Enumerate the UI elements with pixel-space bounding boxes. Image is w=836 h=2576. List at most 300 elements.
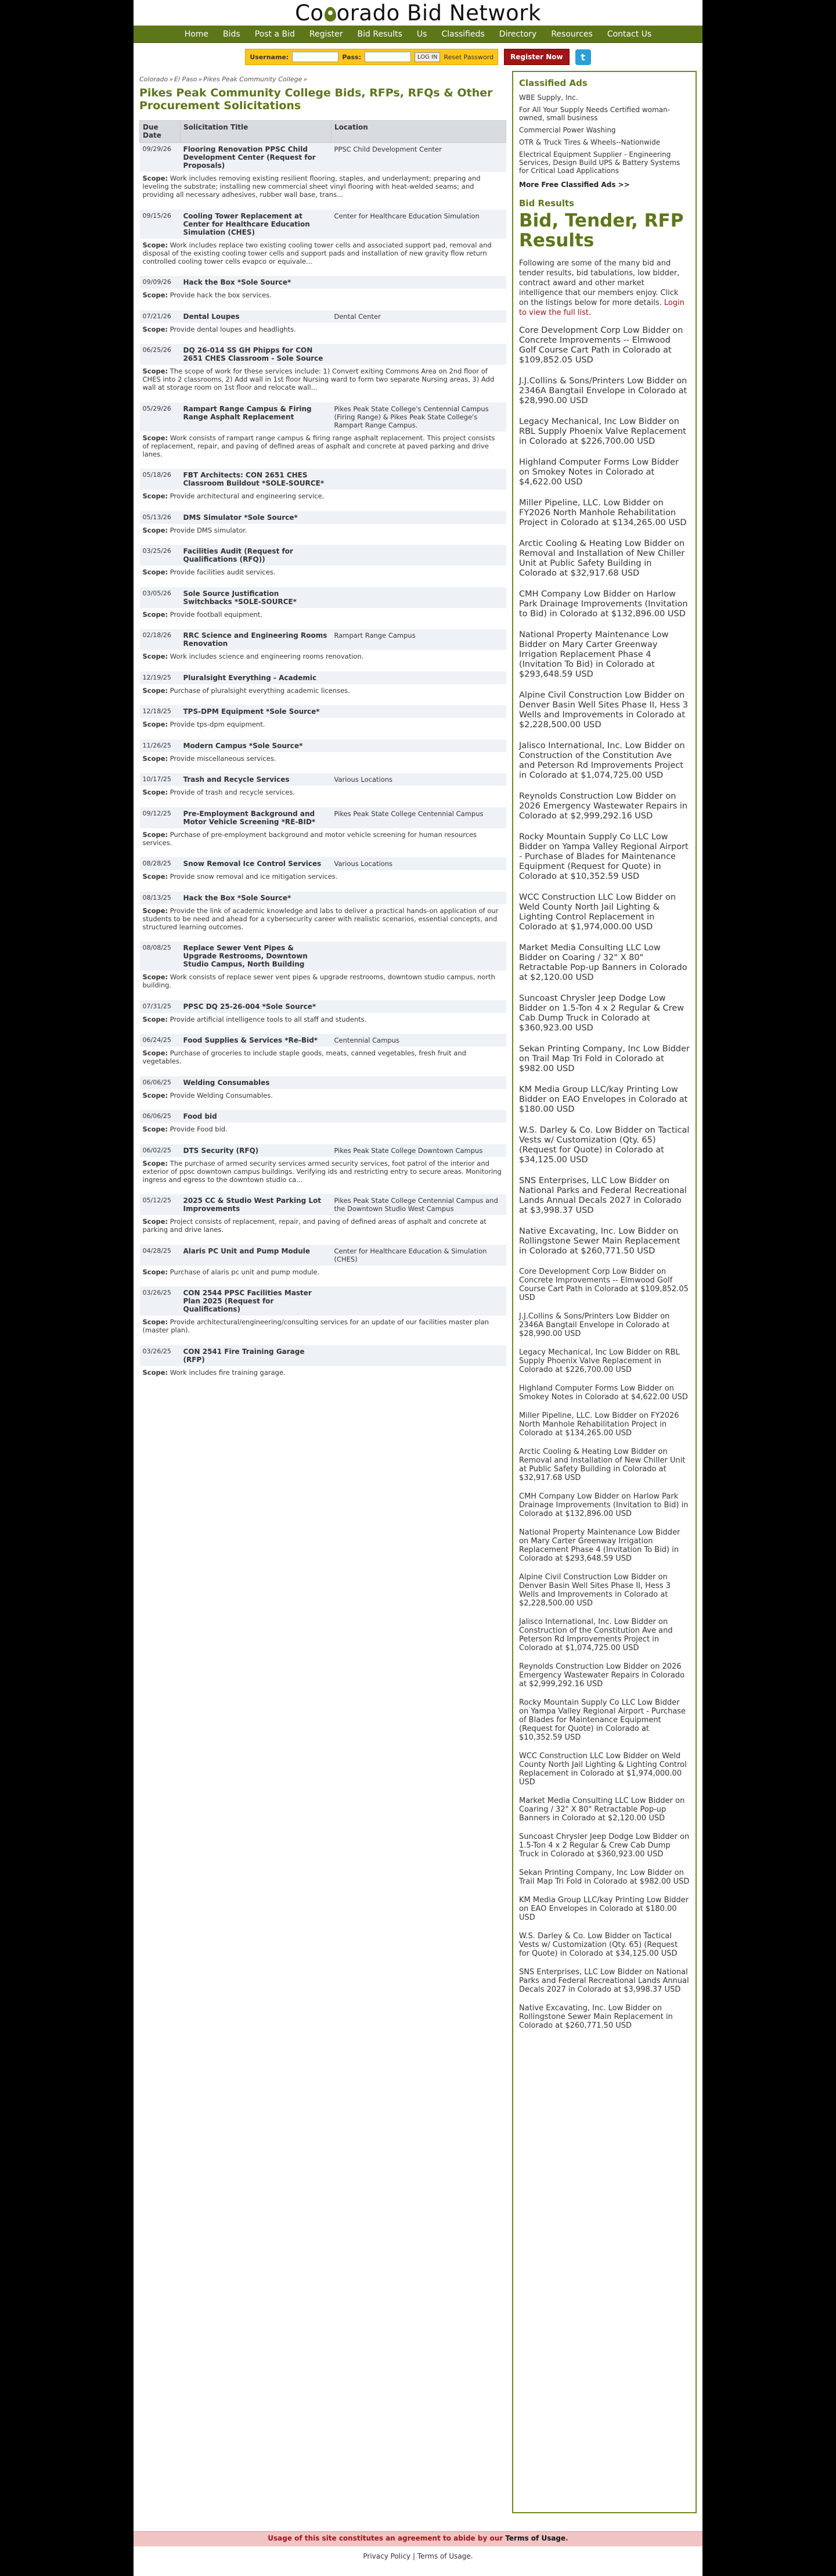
due-date: 08/08/25: [140, 942, 181, 971]
scope-text: Provide DMS simulator.: [170, 526, 247, 534]
map-pin-icon: [325, 7, 336, 21]
bid-result-link[interactable]: Highland Computer Forms Low Bidder on Smokey Notes in Colorado at $4,622.00 USD: [519, 458, 679, 487]
scope-row: [140, 870, 506, 885]
scope-label: Scope:: [142, 720, 168, 728]
table-row[interactable]: [140, 1194, 506, 1216]
solicitations-table: [139, 120, 506, 1387]
scope-text: The scope of work for these services include: 1) Convert exiting Commons Area on 2nd floor of CHES into 2 classrooms, 2) Add wall in 1st floor Nursing ward to form two separate Nursing areas, 3) Add wall at storage room on 1st floor and relocate wall...: [142, 367, 495, 391]
scope-label: Scope:: [142, 1049, 168, 1057]
table-row[interactable]: [140, 807, 506, 828]
scope-label: Scope:: [142, 1217, 168, 1226]
nav-item[interactable]: Bids: [223, 29, 240, 39]
due-date: 09/29/26: [140, 143, 181, 173]
solicitation-location: [331, 587, 506, 608]
scope-label: Scope:: [142, 1159, 168, 1167]
scope-row: [140, 566, 506, 581]
scope-row: [140, 432, 506, 463]
scope-label: Scope:: [142, 433, 168, 442]
due-date: 06/25/26: [140, 344, 181, 365]
scope-cell: [140, 524, 506, 539]
classified-ads-heading: Classified Ads: [519, 78, 588, 88]
solicitation-location: [331, 1287, 506, 1316]
bid-result-link-compact[interactable]: J.J.Collins & Sons/Printers Low Bidder on 2346A Bangtail Envelope in Colorado at $28,990.00 USD: [519, 1312, 670, 1338]
scope-label: Scope:: [142, 291, 168, 299]
classified-ad-link[interactable]: Electrical Equipment Supplier - Engineering Services, Design Build UPS & Battery Systems for Critical Load Applications: [519, 150, 680, 175]
row-spacer: [140, 304, 506, 310]
solicitation-location: [331, 545, 506, 566]
scope-cell: [140, 684, 506, 699]
table-row[interactable]: [140, 402, 506, 432]
bid-result-link-compact[interactable]: Alpine Civil Construction Low Bidder on Denver Basin Well Sites Phase II, Hess 3 Wells and Improvements in Colorado at $2,228,500.00 USD: [519, 1573, 671, 1608]
solicitation-location: Center for Healthcare Education & Simulation (CHES): [331, 1244, 506, 1266]
page-wrapper: [134, 0, 702, 2576]
row-spacer: [140, 1104, 506, 1110]
table-row[interactable]: [140, 705, 506, 718]
row-spacer: [140, 767, 506, 773]
solicitation-title-link[interactable]: 2025 CC & Studio West Parking Lot Improvements: [181, 1194, 331, 1216]
twitter-icon[interactable]: t: [575, 49, 591, 65]
scope-cell: [140, 971, 506, 994]
bid-result-link[interactable]: Native Excavating, Inc. Low Bidder on Rollingstone Sewer Main Replacement in Colorado at $260,771.50 USD: [519, 1227, 680, 1256]
scope-label: Scope:: [142, 610, 168, 619]
solicitation-title-link[interactable]: Food Supplies & Services *Re-Bid*: [181, 1034, 331, 1047]
table-row[interactable]: [140, 891, 506, 904]
due-date: 09/12/25: [140, 807, 181, 828]
scope-cell: [140, 904, 506, 936]
bid-result-link-compact[interactable]: Jalisco International, Inc. Low Bidder on Construction of the Constitution Ave and Peterson Rd Improvements Project in Colorado at $1,074,725.00 USD: [519, 1618, 673, 1652]
table-header-row: [140, 121, 506, 143]
solicitation-location: [331, 511, 506, 524]
due-date: 03/26/25: [140, 1287, 181, 1316]
login-form: [245, 49, 498, 65]
due-date: 06/24/25: [140, 1034, 181, 1047]
due-date: 05/13/26: [140, 511, 181, 524]
scope-text: Provide architectural/engineering/consulting services for an update of our facilities master plan (master plan).: [142, 1318, 489, 1334]
bid-result-link-compact[interactable]: Rocky Mountain Supply Co LLC Low Bidder on Yampa Valley Regional Airport - Purchase of Blades for Maintenance Equipment (Request for Quote) in Colorado at $10,352.59 USD: [519, 1698, 686, 1742]
row-spacer: [140, 623, 506, 629]
scope-label: Scope:: [142, 1318, 168, 1326]
nav-item[interactable]: Resources: [551, 29, 593, 39]
bid-result-link[interactable]: Sekan Printing Company, Inc Low Bidder on Trail Map Tri Fold in Colorado at $982.00 USD: [519, 1044, 690, 1073]
scope-cell: [140, 365, 506, 396]
password-input[interactable]: [365, 52, 411, 62]
solicitation-title-link[interactable]: Flooring Renovation PPSC Child Development Center (Request for Proposals): [181, 143, 331, 173]
table-row[interactable]: [140, 310, 506, 323]
bid-results-heading: Bid Results: [519, 198, 575, 209]
table-row[interactable]: [140, 1000, 506, 1013]
solicitation-title-link[interactable]: DMS Simulator *Sole Source*: [181, 511, 331, 524]
solicitation-title-link[interactable]: Dental Loupes: [181, 310, 331, 323]
solicitation-title-link[interactable]: Snow Removal Ice Control Services: [181, 857, 331, 871]
solicitation-title-link[interactable]: PPSC DQ 25-26-004 *Sole Source*: [181, 1000, 331, 1013]
row-spacer: [140, 539, 506, 545]
solicitation-title-link[interactable]: TPS-DPM Equipment *Sole Source*: [181, 705, 331, 718]
scope-text: Provide architectural and engineering service.: [170, 492, 325, 500]
solicitation-title-link[interactable]: Replace Sewer Vent Pipes & Upgrade Restrooms, Downtown Studio Campus, North Building: [181, 942, 331, 971]
solicitation-location: PPSC Child Development Center: [331, 143, 506, 173]
login-bar: [134, 45, 702, 69]
due-date: 05/18/26: [140, 469, 181, 490]
scope-row: [140, 524, 506, 539]
due-date: 11/26/25: [140, 739, 181, 752]
scope-text: Provide miscellaneous services.: [170, 754, 276, 763]
breadcrumb-separator: »: [303, 76, 308, 83]
scope-text: Provide dental loupes and headlights.: [170, 325, 296, 333]
row-spacer: [140, 994, 506, 1000]
table-row[interactable]: [140, 511, 506, 524]
scope-text: Work consists of replace sewer vent pipes & upgrade restrooms, downtown studio campus, north building.: [142, 973, 495, 989]
scope-text: Provide snow removal and ice mitigation services.: [170, 872, 338, 881]
nav-item[interactable]: Contact Us: [607, 29, 652, 39]
solicitation-title-link[interactable]: Welding Consumables: [181, 1076, 331, 1089]
solicitation-location: Pikes Peak State College Centennial Campus and the Downtown Studio West Campus: [331, 1194, 506, 1216]
login-to-view-link[interactable]: Login to view the full list.: [519, 299, 684, 317]
classified-ad-link[interactable]: For All Your Supply Needs Certified woman-owned, small business: [519, 106, 671, 122]
solicitation-location: [331, 1345, 506, 1366]
bid-result-link-compact[interactable]: Suncoast Chrysler Jeep Dodge Low Bidder on 1.5-Ton 4 x 2 Regular & Crew Cab Dump Truck in Colorado at $360,923.00 USD: [519, 1833, 690, 1859]
table-row[interactable]: [140, 1287, 506, 1316]
main-content: [138, 76, 507, 1387]
bid-result-link-compact[interactable]: National Property Maintenance Low Bidder on Mary Carter Greenway Irrigation Replacement Phase 4 (Invitation To Bid) in Colorado at $293,648.59 USD: [519, 1528, 680, 1563]
scope-label: Scope:: [142, 652, 168, 660]
table-row[interactable]: [140, 1076, 506, 1089]
solicitation-title-link[interactable]: Pluralsight Everything - Academic: [181, 671, 331, 684]
scope-text: Work consists of rampart range campus & firing range asphalt replacement. This project consists of replacement, repair, and paving of defined areas of asphalt and concrete at paved parking and drive lanes.: [142, 433, 495, 458]
header-location[interactable]: Location: [331, 121, 506, 143]
scope-cell: [140, 752, 506, 767]
intro-text: Following are some of the many bid and tender results, bid tabulations, low bidder, contract award and other market intelligence that our members enjoy. Click on the listings below for more details.: [519, 259, 680, 307]
more-classified-ads-link[interactable]: More Free Classified Ads >>: [519, 181, 630, 189]
table-row[interactable]: [140, 1034, 506, 1047]
scope-row: [140, 1316, 506, 1339]
scope-label: Scope:: [142, 240, 168, 249]
table-row[interactable]: [140, 739, 506, 752]
solicitation-location: [331, 739, 506, 752]
login-button[interactable]: LOG IN: [415, 52, 440, 62]
row-spacer: [140, 1238, 506, 1244]
solicitation-location: Dental Center: [331, 310, 506, 323]
bid-result-link-compact[interactable]: Market Media Consulting LLC Low Bidder on Coaring / 32" X 80" Retractable Pop-up Banners in Colorado at $2,120.00 USD: [519, 1797, 685, 1823]
table-row[interactable]: [140, 344, 506, 365]
row-spacer: [140, 801, 506, 807]
row-spacer: [140, 505, 506, 511]
solicitation-title-link[interactable]: DQ 26-014 SS GH Phipps for CON 2651 CHES Classroom - Sole Source: [181, 344, 331, 365]
due-date: 09/15/26: [140, 209, 181, 239]
solicitation-title-link[interactable]: Modern Campus *Sole Source*: [181, 739, 331, 752]
scope-label: Scope:: [142, 367, 168, 375]
solicitation-title-link[interactable]: CON 2541 Fire Training Garage (RFP): [181, 1345, 331, 1366]
scope-text: Purchase of groceries to include staple goods, meats, canned vegetables, fresh fruit and vegetables.: [142, 1049, 466, 1065]
table-row[interactable]: [140, 671, 506, 684]
bid-result-link-compact[interactable]: W.S. Darley & Co. Low Bidder on Tactical Vests w/ Customization (Qty. 65) (Request for Quote) in Colorado at $34,125.00 USD: [519, 1932, 678, 1958]
solicitation-location: [331, 942, 506, 971]
solicitation-location: [331, 1000, 506, 1013]
due-date: 10/17/25: [140, 773, 181, 786]
solicitation-title-link[interactable]: Alaris PC Unit and Pump Module: [181, 1244, 331, 1266]
solicitation-location: Centennial Campus: [331, 1034, 506, 1047]
username-input[interactable]: [292, 52, 338, 62]
due-date: 07/31/25: [140, 1000, 181, 1013]
nav-item[interactable]: Post a Bid: [254, 29, 295, 39]
scope-row: [140, 684, 506, 699]
due-date: 12/19/25: [140, 671, 181, 684]
scope-text: Work includes removing existing resilient flooring, staples, and underlayment; preparing and leveling the substrate; installing new commercial sheet vinyl flooring with heat-welded seams; and providing all necessary adhesives, rubber wall base, trans...: [142, 174, 481, 199]
scope-label: Scope:: [142, 788, 168, 796]
due-date: 12/18/25: [140, 705, 181, 718]
scope-cell: [140, 650, 506, 665]
scope-text: Purchase of pluralsight everything academic licenses.: [170, 686, 350, 695]
bid-result-link[interactable]: Jalisco International, Inc. Low Bidder on Construction of the Constitution Ave and Peterson Rd Improvements Project in Colorado at $1,074,725.00 USD: [519, 741, 685, 780]
footer-separator: |: [412, 2552, 416, 2560]
scope-text: Provide Welding Consumables.: [170, 1091, 273, 1100]
scope-row: [140, 1089, 506, 1104]
breadcrumb-item[interactable]: Pikes Peak Community College: [203, 76, 302, 83]
scope-label: Scope:: [142, 325, 168, 333]
nav-item[interactable]: Classifieds: [441, 29, 485, 39]
scope-label: Scope:: [142, 830, 168, 839]
bid-result-link-compact[interactable]: WCC Construction LLC Low Bidder on Weld County North Jail Lighting & Lighting Control Replacement in Colorado at $1,974,000.00 USD: [519, 1752, 687, 1787]
row-spacer: [140, 270, 506, 276]
scope-text: Provide Food bid.: [170, 1125, 228, 1133]
scope-cell: [140, 239, 506, 270]
scope-text: The purchase of armed security services armed security services, foot patrol of the interior and exterior of ppsc downtown campus buildings. Verifying ids and restricting entry to secure areas. Monitoring ingress and egress to the downtown studio ca...: [142, 1159, 502, 1184]
solicitation-title-link[interactable]: FBT Architects: CON 2651 CHES Classroom Buildout *SOLE-SOURCE*: [181, 469, 331, 490]
footer: [134, 2531, 702, 2560]
terms-notice: [134, 2531, 702, 2546]
page-title: Pikes Peak Community College Bids, RFPs, RFQs & Other Procurement Solicitations: [139, 87, 493, 112]
bid-result-link[interactable]: KM Media Group LLC/kay Printing Low Bidder on EAO Envelopes in Colorado at $180.00 USD: [519, 1085, 688, 1114]
solicitation-title-link[interactable]: Pre-Employment Background and Motor Vehicle Screening *RE-BID*: [181, 807, 331, 828]
bid-result-link-compact[interactable]: Highland Computer Forms Low Bidder on Smokey Notes in Colorado at $4,622.00 USD: [519, 1384, 688, 1402]
bid-result-link-compact[interactable]: Sekan Printing Company, Inc Low Bidder on Trail Map Tri Fold in Colorado at $982.00 USD: [519, 1869, 690, 1886]
row-spacer: [140, 396, 506, 402]
scope-row: [140, 323, 506, 338]
table-row[interactable]: [140, 469, 506, 490]
solicitation-title-link[interactable]: Cooling Tower Replacement at Center for Healthcare Education Simulation (CHES): [181, 209, 331, 239]
due-date: 03/26/25: [140, 1345, 181, 1366]
row-spacer: [140, 852, 506, 857]
terms-notice-link[interactable]: Terms of Usage: [505, 2534, 566, 2542]
main-nav: [134, 26, 702, 43]
scope-cell: [140, 718, 506, 733]
breadcrumb-item[interactable]: Colorado: [139, 76, 168, 83]
bid-result-link[interactable]: W.S. Darley & Co. Low Bidder on Tactical Vests w/ Customization (Qty. 65) (Request for Quote) in Colorado at $34,125.00 USD: [519, 1126, 690, 1165]
bid-result-link-compact[interactable]: SNS Enterprises, LLC Low Bidder on National Parks and Federal Recreational Lands Annual Decals 2027 in Colorado at $3,998.37 USD: [519, 1968, 689, 1994]
solicitation-title-link[interactable]: Food bid: [181, 1110, 331, 1123]
due-date: 03/05/26: [140, 587, 181, 608]
scope-cell: [140, 172, 506, 203]
due-date: 03/25/26: [140, 545, 181, 566]
row-spacer: [140, 885, 506, 891]
row-spacer: [140, 463, 506, 469]
register-now-button[interactable]: Register Now: [504, 49, 570, 65]
scope-row: [140, 365, 506, 396]
solicitation-title-link[interactable]: Trash and Recycle Services: [181, 773, 331, 786]
scope-text: Work includes fire training garage.: [170, 1368, 286, 1377]
scope-cell: [140, 1266, 506, 1281]
bid-result-link[interactable]: J.J.Collins & Sons/Printers Low Bidder on 2346A Bangtail Envelope in Colorado at $28,990.00 USD: [519, 376, 687, 405]
scope-row: [140, 1047, 506, 1070]
row-spacer: [140, 1028, 506, 1034]
due-date: 06/06/25: [140, 1110, 181, 1123]
scope-text: Provide facilities audit services.: [170, 568, 276, 576]
solicitation-location: [331, 276, 506, 289]
scope-cell: [140, 1089, 506, 1104]
solicitation-location: [331, 469, 506, 490]
solicitation-location: [331, 891, 506, 904]
scope-label: Scope:: [142, 1015, 168, 1023]
solicitation-title-link[interactable]: Facilities Audit (Request for Qualifications (RFQ)): [181, 545, 331, 566]
scope-text: Provide football equipment.: [170, 610, 262, 619]
bid-result-link[interactable]: Arctic Cooling & Heating Low Bidder on Removal and Installation of New Chiller Unit at Public Safety Building in Colorado at $32,917.68 USD: [519, 539, 685, 578]
solicitation-location: Various Locations: [331, 773, 506, 786]
scope-label: Scope:: [142, 526, 168, 534]
bid-result-link[interactable]: Rocky Mountain Supply Co LLC Low Bidder on Yampa Valley Regional Airport - Purchase of Blades for Maintenance Equipment (Request for Quote) in Colorado at $10,352.59 USD: [519, 832, 689, 881]
bid-result-link[interactable]: WCC Construction LLC Low Bidder on Weld County North Jail Lighting & Lighting Control Replacement in Colorado at $1,974,000.00 USD: [519, 893, 676, 932]
row-spacer: [140, 1070, 506, 1076]
scope-cell: [140, 1215, 506, 1238]
bid-result-link[interactable]: Miller Pipeline, LLC. Low Bidder on FY2026 North Manhole Rehabilitation Project in Colorado at $134,265.00 USD: [519, 498, 687, 527]
bid-result-link[interactable]: CMH Company Low Bidder on Harlow Park Drainage Improvements (Invitation to Bid) in Colorado at $132,896.00 USD: [519, 590, 688, 619]
row-spacer: [140, 665, 506, 671]
row-spacer: [140, 1381, 506, 1387]
table-row[interactable]: [140, 143, 506, 173]
solicitation-location: [331, 344, 506, 365]
solicitation-title-link[interactable]: Rampart Range Campus & Firing Range Asphalt Replacement: [181, 402, 331, 432]
nav-item[interactable]: Bid Results: [357, 29, 402, 39]
bid-result-link[interactable]: Market Media Consulting LLC Low Bidder on Coaring / 32" X 80" Retractable Pop-up Banners in Colorado at $2,120.00 USD: [519, 943, 687, 982]
bid-result-link-compact[interactable]: Reynolds Construction Low Bidder on 2026 Emergency Wastewater Repairs in Colorado at $2,999,292.16 USD: [519, 1662, 685, 1688]
solicitation-title-link[interactable]: DTS Security (RFQ): [181, 1144, 331, 1157]
breadcrumb-separator: »: [169, 76, 173, 83]
table-row[interactable]: [140, 545, 506, 566]
scope-cell: [140, 1366, 506, 1381]
table-row[interactable]: [140, 1110, 506, 1123]
table-row[interactable]: [140, 857, 506, 871]
table-row[interactable]: [140, 942, 506, 971]
scope-cell: [140, 432, 506, 463]
nav-item[interactable]: Home: [184, 29, 209, 39]
due-date: 08/13/25: [140, 891, 181, 904]
row-spacer: [140, 581, 506, 587]
breadcrumb-separator: »: [198, 76, 203, 83]
scope-row: [140, 1123, 506, 1138]
scope-row: [140, 904, 506, 936]
table-row[interactable]: [140, 1144, 506, 1157]
bid-result-link-compact[interactable]: Miller Pipeline, LLC. Low Bidder on FY2026 North Manhole Rehabilitation Project in Colorado at $134,265.00 USD: [519, 1411, 679, 1438]
table-row[interactable]: [140, 276, 506, 289]
bid-result-link-compact[interactable]: Native Excavating, Inc. Low Bidder on Rollingstone Sewer Main Replacement in Colorado at $260,771.50 USD: [519, 2004, 673, 2030]
bid-result-link[interactable]: Suncoast Chrysler Jeep Dodge Low Bidder on 1.5-Ton 4 x 2 Regular & Crew Cab Dump Truck in Colorado at $360,923.00 USD: [519, 994, 684, 1033]
scope-row: [140, 239, 506, 270]
classified-ad-link[interactable]: Commercial Power Washing: [519, 126, 616, 134]
scope-row: [140, 1013, 506, 1028]
bid-result-link-compact[interactable]: Legacy Mechanical, Inc Low Bidder on RBL Supply Phoenix Valve Replacement in Colorado at $226,700.00 USD: [519, 1348, 680, 1374]
scope-row: [140, 608, 506, 623]
scope-cell: [140, 490, 506, 505]
scope-label: Scope:: [142, 492, 168, 500]
nav-item[interactable]: Directory: [499, 29, 537, 39]
due-date: 06/02/25: [140, 1144, 181, 1157]
bid-result-link[interactable]: Reynolds Construction Low Bidder on 2026 Emergency Wastewater Repairs in Colorado at $2,999,292.16 USD: [519, 792, 688, 821]
scope-cell: [140, 1157, 506, 1188]
solicitation-location: [331, 705, 506, 718]
header-title[interactable]: Solicitation Title: [181, 121, 331, 143]
classified-ad-link[interactable]: OTR & Truck Tires & Wheels--Nationwide: [519, 138, 661, 146]
table-row[interactable]: [140, 773, 506, 786]
scope-label: Scope:: [142, 906, 168, 915]
solicitation-location: [331, 671, 506, 684]
table-row[interactable]: [140, 1345, 506, 1366]
scope-label: Scope:: [142, 1125, 168, 1133]
due-date: 04/28/25: [140, 1244, 181, 1266]
scope-row: [140, 289, 506, 304]
scope-row: [140, 1157, 506, 1188]
bid-result-link-compact[interactable]: Core Development Corp Low Bidder on Concrete Improvements -- Elmwood Golf Course Cart Path in Colorado at $109,852.05 USD: [519, 1267, 689, 1302]
row-spacer: [140, 1281, 506, 1287]
bid-result-link[interactable]: Alpine Civil Construction Low Bidder on Denver Basin Well Sites Phase II, Hess 3 Wells and Improvements in Colorado at $2,228,500.00 USD: [519, 691, 689, 730]
solicitation-location: Pikes Peak State College Centennial Campus: [331, 807, 506, 828]
scope-label: Scope:: [142, 1368, 168, 1377]
solicitation-title-link[interactable]: Sole Source Justification Switchbacks *SOLE-SOURCE*: [181, 587, 331, 608]
row-spacer: [140, 936, 506, 942]
bid-result-link[interactable]: SNS Enterprises, LLC Low Bidder on National Parks and Federal Recreational Lands Annual Decals 2027 in Colorado at $3,998.37 USD: [519, 1176, 687, 1215]
scope-cell: [140, 1123, 506, 1138]
bid-result-link[interactable]: Legacy Mechanical, Inc Low Bidder on RBL Supply Phoenix Valve Replacement in Colorado at $226,700.00 USD: [519, 417, 686, 446]
solicitation-location: Pikes Peak State College Downtown Campus: [331, 1144, 506, 1157]
sidebar: [512, 71, 697, 2513]
table-row[interactable]: [140, 587, 506, 608]
scope-label: Scope:: [142, 686, 168, 695]
classified-ad-link[interactable]: WBE Supply, Inc.: [519, 94, 578, 102]
bid-results-intro: [519, 258, 690, 318]
solicitation-title-link[interactable]: CON 2544 PPSC Facilities Master Plan 2025 (Request for Qualifications): [181, 1287, 331, 1316]
bid-result-link[interactable]: National Property Maintenance Low Bidder on Mary Carter Greenway Irrigation Replacement Phase 4 (Invitation To Bid) in Colorado at $293,648.59 USD: [519, 630, 669, 679]
due-date: 09/09/26: [140, 276, 181, 289]
solicitation-location: Center for Healthcare Education Simulation: [331, 209, 506, 239]
privacy-policy-link[interactable]: Privacy Policy: [363, 2552, 411, 2560]
bid-result-link[interactable]: Core Development Corp Low Bidder on Concrete Improvements -- Elmwood Golf Course Cart Path in Colorado at $109,852.05 USD: [519, 326, 683, 365]
reset-password-link[interactable]: Reset Password: [444, 53, 494, 61]
due-date: 07/21/26: [140, 310, 181, 323]
bid-result-link-compact[interactable]: CMH Company Low Bidder on Harlow Park Drainage Improvements (Invitation to Bid) in Colorado at $132,896.00 USD: [519, 1492, 689, 1518]
due-date: 02/18/26: [140, 629, 181, 651]
scope-text: Purchase of pre-employment background and motor vehicle screening for human resources services.: [142, 830, 477, 847]
nav-item[interactable]: Us: [416, 29, 427, 39]
due-date: 06/06/25: [140, 1076, 181, 1089]
table-row[interactable]: [140, 629, 506, 651]
breadcrumb-item[interactable]: El Paso: [174, 76, 197, 83]
terms-of-usage-link[interactable]: Terms of Usage.: [417, 2552, 473, 2560]
scope-cell: [140, 608, 506, 623]
scope-cell: [140, 870, 506, 885]
logo-text-start: Co: [295, 1, 324, 26]
bid-result-link-compact[interactable]: Arctic Cooling & Heating Low Bidder on Removal and Installation of New Chiller Unit at Public Safety Building in Colorado at $32,917.68 USD: [519, 1447, 686, 1482]
table-row[interactable]: [140, 1244, 506, 1266]
scope-label: Scope:: [142, 1091, 168, 1100]
solicitation-title-link[interactable]: RRC Science and Engineering Rooms Renovation: [181, 629, 331, 651]
scope-text: Provide hack the box services.: [170, 291, 272, 299]
header-due-date[interactable]: Due Date: [140, 121, 181, 143]
nav-item[interactable]: Register: [309, 29, 343, 39]
solicitation-title-link[interactable]: Hack the Box *Sole Source*: [181, 276, 331, 289]
due-date: 05/12/25: [140, 1194, 181, 1216]
scope-row: [140, 718, 506, 733]
site-logo[interactable]: [134, 0, 702, 26]
bid-result-link-compact[interactable]: KM Media Group LLC/kay Printing Low Bidder on EAO Envelopes in Colorado at $180.00 USD: [519, 1896, 689, 1922]
table-row[interactable]: [140, 209, 506, 239]
solicitation-title-link[interactable]: Hack the Box *Sole Source*: [181, 891, 331, 904]
